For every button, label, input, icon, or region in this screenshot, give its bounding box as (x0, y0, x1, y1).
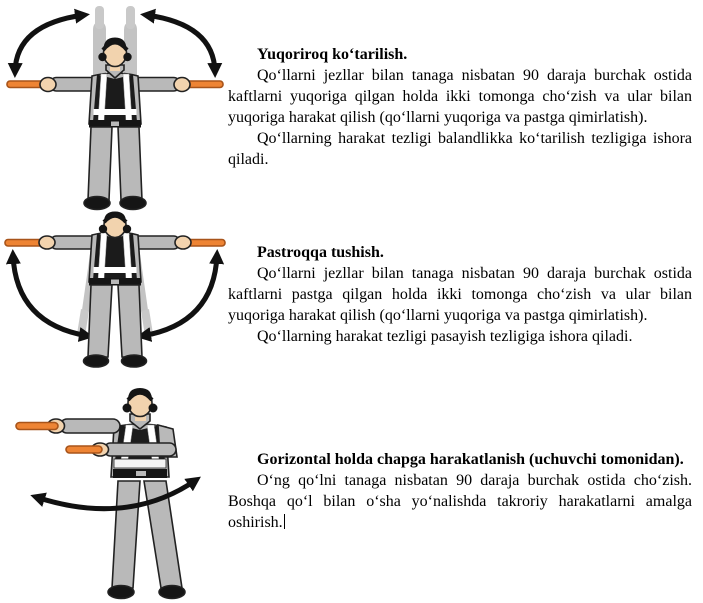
right-hand (174, 78, 190, 92)
paragraph[interactable] (228, 470, 692, 533)
left-earmuff (99, 225, 107, 233)
right-leg (118, 127, 142, 200)
paragraph[interactable]: Qo‘llarning harakat tezligi balandlikka ko‘tarilish tezligiga ishora qiladi. (228, 130, 692, 168)
figure-marshaller-climb-signal[interactable] (0, 4, 230, 212)
left-earmuff (123, 404, 132, 413)
left-baton (5, 240, 43, 247)
left-leg (88, 127, 112, 200)
extended-arm (60, 419, 120, 433)
left-hand (40, 78, 56, 92)
right-hand (175, 236, 191, 249)
left-hand (39, 236, 55, 249)
belt-buckle (136, 471, 146, 476)
left-shoe (84, 355, 109, 367)
left-shoe (84, 197, 110, 210)
section-move-left-text (228, 449, 692, 533)
marshaller-body (7, 38, 223, 210)
figure-marshaller-move-left-signal[interactable] (0, 377, 245, 603)
right-shoe (159, 586, 185, 599)
paragraph-text: O‘ng qo‘lni tanaga nisbatan 90 daraja burchak ostida cho‘zish. Boshqa qo‘l bilan o‘sha yo‘nalishda takroriy harakatlarni amalga oshirish. (228, 472, 692, 531)
text-cursor (284, 514, 286, 529)
left-leg (88, 285, 112, 357)
paragraph[interactable]: Qo‘llarning harakat tezligi pasayish tezligiga ishora qiladi. (257, 328, 633, 345)
right-shoe (120, 197, 146, 210)
paragraph[interactable]: Qo‘llarni jezllar bilan tanaga nisbatan 90 daraja burchak ostida kaftlarni yuqoriga qilgan holda ikki tomonga cho‘zish va ular bilan yuqoriga harakat qilish (qo‘llarni yuqoriga va pastga qimirlatish). (228, 67, 692, 126)
figure-marshaller-descend-signal[interactable] (0, 209, 230, 379)
left-leg (112, 481, 140, 588)
right-earmuff (123, 53, 131, 61)
marshaller-body (5, 212, 225, 368)
marshaller-body (16, 388, 185, 599)
section-title[interactable]: Pastroqqa tushish. (257, 244, 384, 261)
belt-buckle (111, 122, 119, 127)
extended-baton (16, 423, 58, 430)
paragraph[interactable]: Qo‘llarni jezllar bilan tanaga nisbatan 90 daraja burchak ostida kaftlarni pastga qilgan holda ikki tomonga cho‘zish va ular bilan yuqoriga harakat qilish (qo‘llarni yuqoriga va pastga qimirlatish). (228, 265, 692, 324)
left-earmuff (98, 53, 106, 61)
right-earmuff (149, 404, 158, 413)
left-shoe (108, 586, 134, 599)
bent-baton (66, 446, 102, 453)
bent-forearm (104, 443, 176, 456)
right-shoe (122, 355, 147, 367)
section-descend-text (228, 242, 692, 347)
belt-buckle (111, 280, 119, 285)
right-baton (187, 240, 225, 247)
right-leg (118, 285, 142, 357)
right-earmuff (123, 225, 131, 233)
section-climb-text (228, 44, 692, 170)
section-title[interactable]: Gorizontal holda chapga harakatlanish (uchuvchi tomonidan). (257, 451, 684, 468)
section-title[interactable]: Yuqoriroq ko‘tarilish. (257, 46, 408, 63)
